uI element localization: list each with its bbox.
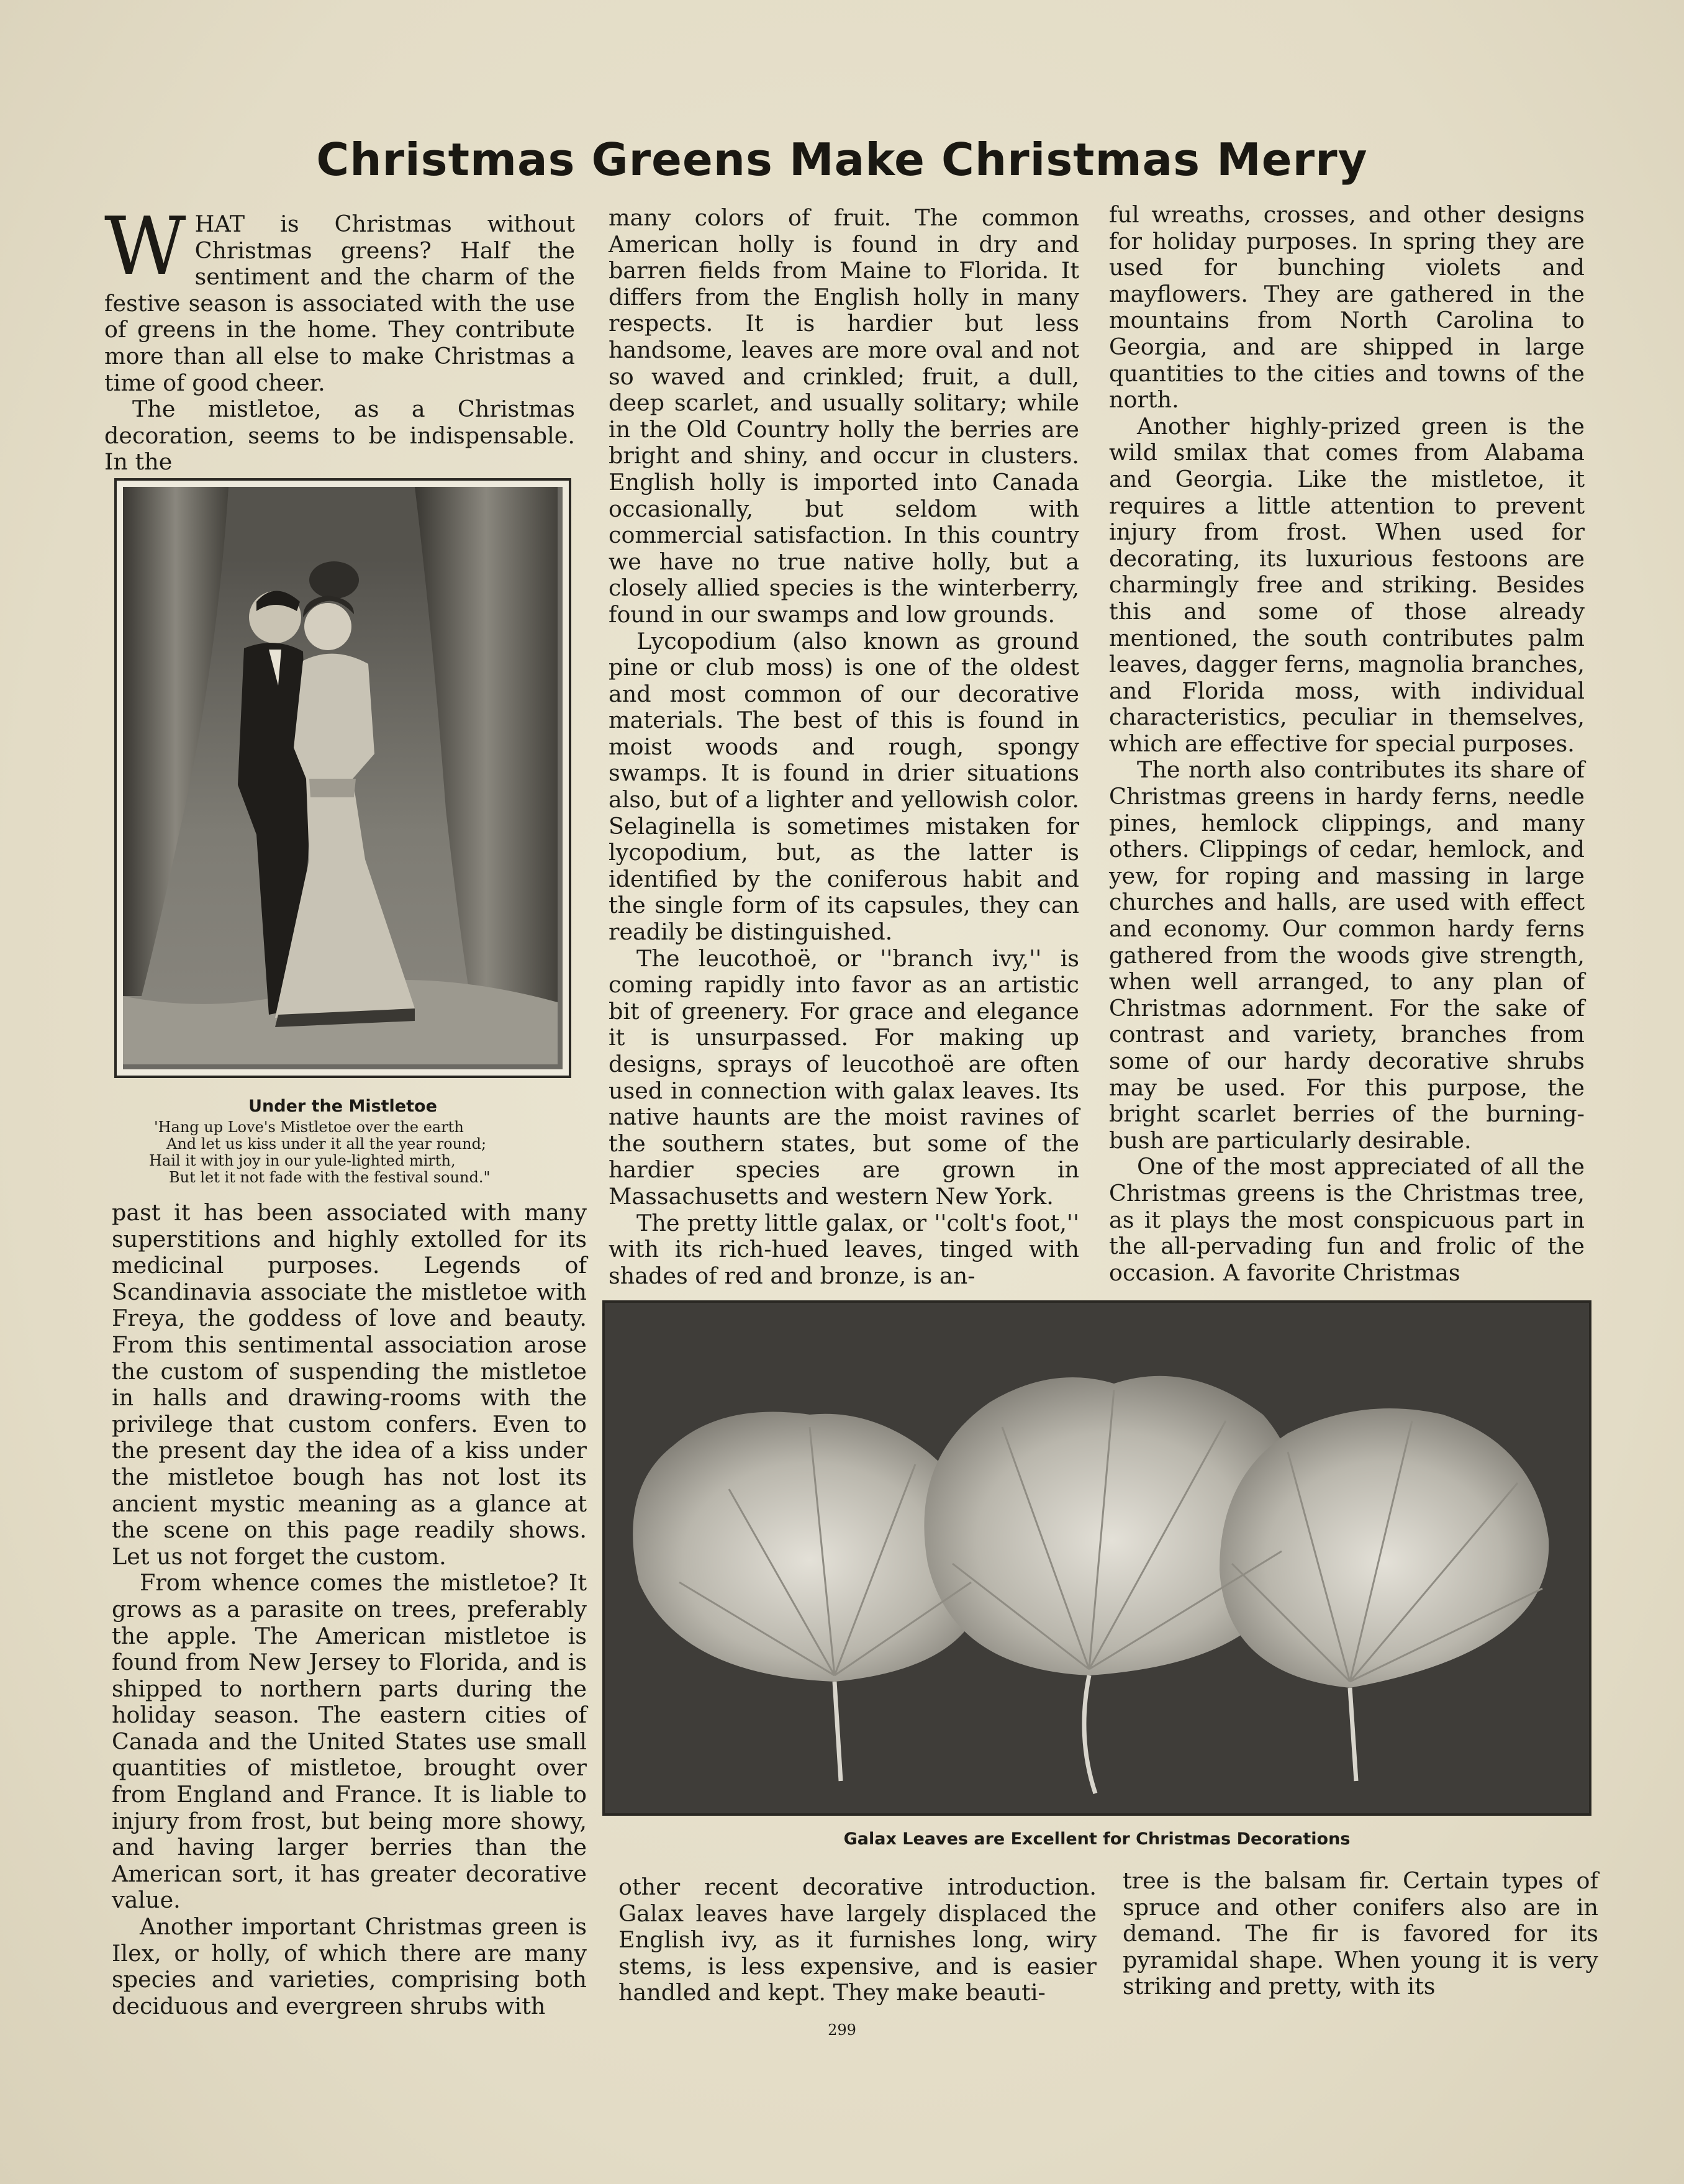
verse-line: And let us kiss under it all the year round;: [166, 1135, 487, 1153]
body-paragraph: many colors of fruit. The common American holly is found in dry and barren fields from Maine to Florida. It differs from the English holly in many respects. It is hardier but less handsome, leaves are more oval and not so waved and crinkled; fruit, a dull, deep scarlet, and usually solitary; while in the Old Country holly the berries are bright and shiny, and occur in clusters. English holly is imported into Canada occasionally, but seldom with commercial satisfaction. In this country we have no true native holly, but a closely allied species is the winterberry, found in our swamps and low grounds.: [609, 204, 1079, 628]
body-paragraph: From whence comes the mistletoe? It grows as a parasite on trees, preferably the apple. The American mistletoe is found from New Jersey to Florida, and is shipped to northern parts during the holiday season. The eastern cities of Canada and the United States use small quantities of mistletoe, brought over from England and France. It is liable to injury from frost, but being more showy, and having larger berries than the American sort, it has greater decorative value.: [112, 1569, 587, 1914]
body-paragraph: The mistletoe, as a Christmas decoration, seems to be indispensable. In the: [104, 396, 575, 476]
body-paragraph: tree is the balsam fir. Certain types of spruce and other conifers also are in demand. The fir is favored for its pyramidal shape. When young it is very striking and pretty, with its: [1123, 1867, 1598, 2000]
verse-line: But let it not fade with the festival sound.": [169, 1169, 491, 1186]
photo-caption-title: Under the Mistletoe: [248, 1097, 437, 1116]
intro-paragraph: WHAT is Christmas without Christmas greens? Half the sentiment and the charm of the festive season is associated with the use of greens in the home. They contribute more than all else to make Christmas a time of good cheer.: [104, 201, 575, 396]
photo-caption-verse: [149, 1119, 584, 1186]
body-paragraph: The leucothoë, or ''branch ivy,'' is coming rapidly into favor as an artistic bit of greenery. For grace and elegance it is unsurpassed. For making up designs, sprays of leucothoë are often used in connection with galax leaves. Its native haunts are the moist ravines of the southern states, but some of the hardier species are grown in Massachusetts and western New York.: [609, 945, 1079, 1210]
body-paragraph: past it has been associated with many superstitions and highly extolled for its medicinal purposes. Legends of Scandinavia associate the mistletoe with Freya, the goddess of love and beauty. From this sentimental association arose the custom of suspending the mistletoe in halls and drawing-rooms with the privilege that custom confers. Even to the present day the idea of a kiss under the mistletoe bough has not lost its ancient mystic meaning as a glance at the scene on this page readily shows. Let us not forget the custom.: [112, 1199, 587, 1570]
galax-leaves-photo: [602, 1300, 1591, 1816]
drop-cap: W: [104, 201, 186, 293]
page-number: 299: [828, 2021, 856, 2039]
column-2-top: [609, 204, 1079, 1289]
body-paragraph: Another highly-prized green is the wild smilax that comes from Alabama and Georgia. Like the mistletoe, it requires a little attention to prevent injury from frost. When used for decorating, its luxurious festoons are charmingly free and striking. Besides this and some of those already mentioned, the south contributes palm leaves, dagger ferns, magnolia branches, and Florida moss, with individual characteristics, peculiar in themselves, which are effective for special purposes.: [1109, 412, 1585, 757]
body-paragraph: The pretty little galax, or ''colt's foot,'' with its rich-hued leaves, tinged with shades of red and bronze, is an-: [609, 1209, 1079, 1289]
body-paragraph: Another important Christmas green is Ilex, or holly, of which there are many species and varieties, comprising both deciduous and evergreen shrubs with: [112, 1913, 587, 2019]
verse-line: Hail it with joy in our yule-lighted mirth,: [149, 1152, 456, 1169]
mistletoe-photo: [114, 478, 571, 1078]
body-paragraph: ful wreaths, crosses, and other designs for holiday purposes. In spring they are used for bunching violets and mayflowers. They are gathered in the mountains from North Carolina to Georgia, and are shipped in large quantities to the cities and towns of the north.: [1109, 201, 1585, 414]
column-2-bottom: [618, 1874, 1097, 2011]
column-1-top: [104, 201, 575, 476]
galax-caption: Galax Leaves are Excellent for Christmas Decorations: [843, 1829, 1351, 1849]
body-paragraph: The north also contributes its share of Christmas greens in hardy ferns, needle pines, hemlock clippings, and many others. Clippings of cedar, hemlock, and yew, for roping and massing in large churches and halls, are used with effect and economy. Our common hardy ferns gathered from the woods give strength, when well arranged, to any plan of Christmas adornment. For the sake of contrast and variety, branches from some of our hardy decorative shrubs may be used. For this purpose, the bright scarlet berries of the burning-bush are particularly desirable.: [1109, 756, 1585, 1154]
couple-under-mistletoe-image: [123, 487, 558, 1064]
column-3-top: [1109, 201, 1585, 1286]
body-paragraph: Lycopodium (also known as ground pine or club moss) is one of the oldest and most common of our decorative materials. The best of this is found in moist woods and rough, spongy swamps. It is found in drier situations also, but of a lighter and yellowish color. Selaginella is sometimes mistaken for lycopodium, but, as the latter is identified by the coniferous habit and the single form of its capsules, they can readily be distinguished.: [609, 627, 1079, 946]
verse-line: 'Hang up Love's Mistletoe over the earth: [154, 1118, 464, 1136]
column-1-bottom: [112, 1199, 587, 2019]
body-paragraph: other recent decorative introduction. Galax leaves have largely displaced the English ivy, as it furnishes long, wiry stems, is less expensive, and is easier handled and kept. They make beauti-: [618, 1874, 1097, 2006]
column-3-bottom: [1123, 1868, 1598, 2005]
page-title: Christmas Greens Make Christmas Merry: [316, 134, 1368, 186]
galax-leaves-image: [605, 1303, 1589, 1813]
body-paragraph: One of the most appreciated of all the Christmas greens is the Christmas tree, as it plays the most conspicuous part in the all-pervading fun and frolic of the occasion. A favorite Christmas: [1109, 1153, 1585, 1286]
